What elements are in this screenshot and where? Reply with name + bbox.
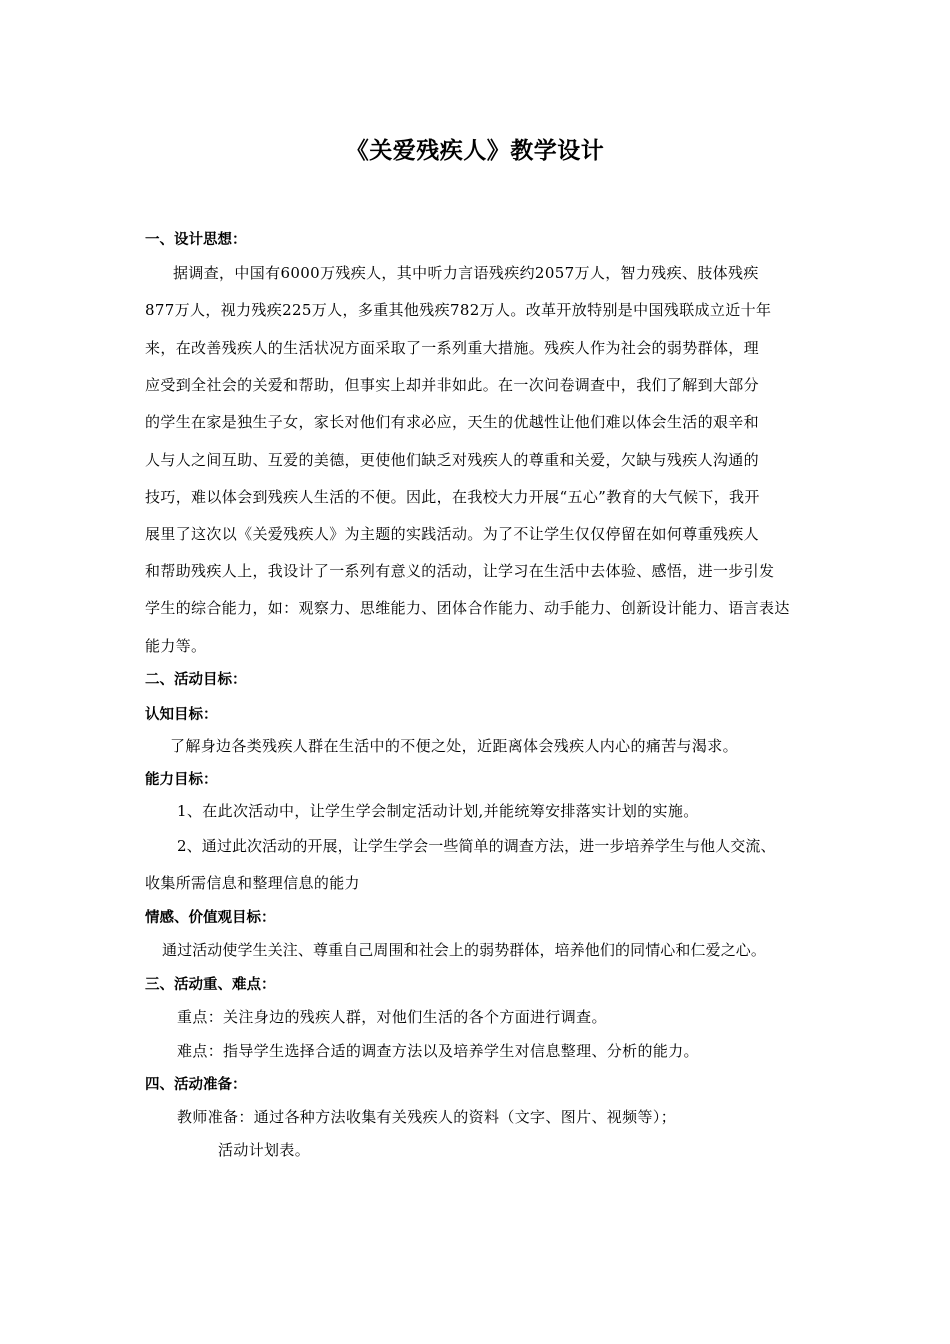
subheading-emotion-goals: 情感、价值观目标：	[145, 910, 276, 926]
subheading-ability-goals: 能力目标：	[145, 772, 218, 788]
teacher-preparation-text: 教师准备：通过各种方法收集有关残疾人的资料（文字、图片、视频等）；	[177, 1108, 677, 1126]
emotion-goal-text: 通过活动使学生关注、尊重自己周围和社会上的弱势群体，培养他们的同情心和仁爱之心。	[162, 941, 767, 959]
section-heading-design-idea: 一、设计思想：	[145, 232, 247, 248]
section-heading-activity-goals: 二、活动目标：	[145, 672, 247, 688]
paragraph-line: 技巧，难以体会到残疾人生活的不便。因此，在我校大力开展“五心”教育的大气候下，我开	[145, 488, 760, 506]
ability-goal-item-2-continued: 收集所需信息和整理信息的能力	[145, 874, 360, 892]
paragraph-line: 展里了这次以《关爱残疾人》为主题的实践活动。为了不让学生仅仅停留在如何尊重残疾人	[145, 525, 760, 543]
paragraph-line: 学生的综合能力，如：观察力、思维能力、团体合作能力、动手能力、创新设计能力、语言表达	[145, 599, 790, 617]
paragraph-line: 据调查，中国有6000万残疾人，其中听力言语残疾约2057万人，智力残疾、肢体残疾	[173, 264, 759, 282]
document-title: 《关爱残疾人》教学设计	[345, 138, 605, 164]
paragraph-line: 来，在改善残疾人的生活状况方面采取了一系列重大措施。残疾人作为社会的弱势群体，理	[145, 339, 760, 357]
paragraph-line: 877万人，视力残疾225万人，多重其他残疾782万人。改革开放特别是中国残联成立近十年	[145, 301, 772, 319]
activity-plan-text: 活动计划表。	[218, 1141, 311, 1159]
paragraph-line: 的学生在家是独生子女，家长对他们有求必应，天生的优越性让他们难以体会生活的艰辛和	[145, 413, 760, 431]
ability-goal-item-2: 2、通过此次活动的开展，让学生学会一些简单的调查方法，进一步培养学生与他人交流、	[177, 837, 776, 855]
key-point-text: 重点：关注身边的残疾人群，对他们生活的各个方面进行调查。	[177, 1008, 607, 1026]
section-heading-preparation: 四、活动准备：	[145, 1077, 247, 1093]
paragraph-line: 和帮助残疾人上，我设计了一系列有意义的活动，让学习在生活中去体验、感悟，进一步引发	[145, 562, 775, 580]
section-heading-key-difficult-points: 三、活动重、难点：	[145, 977, 276, 993]
paragraph-line: 人与人之间互助、互爱的美德，更使他们缺乏对残疾人的尊重和关爱，欠缺与残疾人沟通的	[145, 451, 760, 469]
difficult-point-text: 难点：指导学生选择合适的调查方法以及培养学生对信息整理、分析的能力。	[177, 1042, 699, 1060]
cognitive-goal-text: 了解身边各类残疾人群在生活中的不便之处，近距离体会残疾人内心的痛苦与渴求。	[170, 737, 738, 755]
subheading-cognitive-goals: 认知目标：	[145, 707, 218, 723]
ability-goal-item-1: 1、在此次活动中，让学生学会制定活动计划,并能统筹安排落实计划的实施。	[177, 802, 699, 820]
paragraph-line: 应受到全社会的关爱和帮助，但事实上却并非如此。在一次问卷调查中，我们了解到大部分	[145, 376, 760, 394]
paragraph-line: 能力等。	[145, 637, 207, 655]
